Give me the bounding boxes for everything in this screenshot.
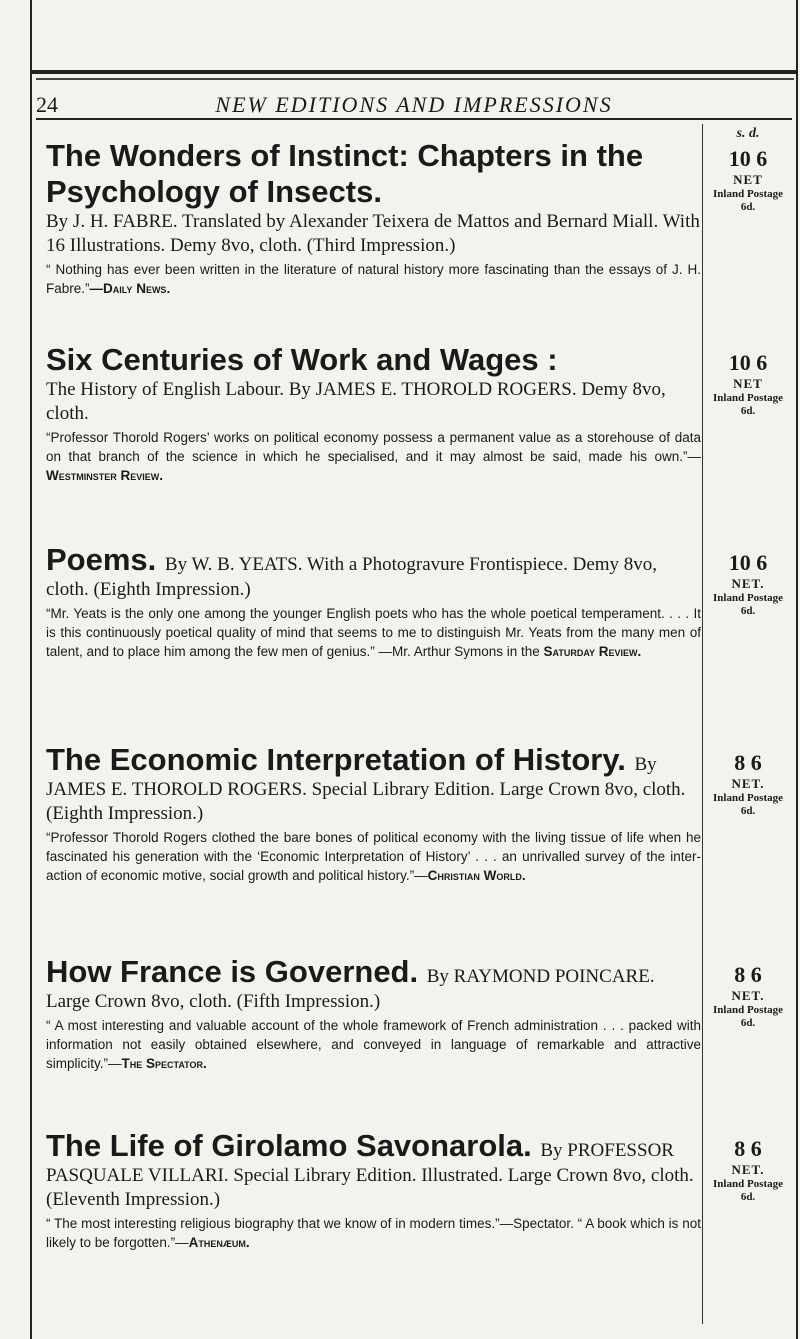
book-entry: [46, 954, 701, 1073]
postage-note: Inland Postage 6d.: [713, 592, 783, 617]
review-quote: “ The most interesting religious biography that we know of in modern times.”—Spectator. “ A book which is not likely to be forgotten.”—Athenæum.: [46, 1216, 701, 1250]
review-source: Saturday Review.: [543, 644, 642, 659]
price-amount: 8 6: [734, 962, 762, 987]
book-entry: [46, 742, 701, 885]
top-rule: [30, 70, 796, 74]
book-price: [708, 550, 788, 618]
book-byline: By W. B. YEATS. With a Photogravure Frontispiece. Demy 8vo, cloth. (Eighth Impression.): [46, 554, 658, 600]
postage-note: Inland Postage 6d.: [713, 792, 783, 817]
net-label: NET.: [731, 1162, 765, 1177]
book-price: [708, 1136, 788, 1204]
book-byline: By PROFESSOR PASQUALE VILLARI. Special Library Edition. Illustrated. Large Crown 8vo, cloth. (Eleventh Impression.): [46, 1140, 694, 1210]
price-amount: 8 6: [734, 1136, 762, 1161]
book-title: Six Centuries of Work and Wages :: [46, 342, 558, 377]
book-entry: [46, 138, 701, 298]
review-source: Christian World.: [427, 868, 526, 883]
book-price: [708, 962, 788, 1030]
book-title: The Economic Interpretation of History.: [46, 742, 635, 777]
book-entry: [46, 542, 701, 661]
book-price: [708, 750, 788, 818]
review-quote: “ Nothing has ever been written in the literature of natural history more fascinating than the essays of J. H. Fabre.”—Daily News.: [46, 262, 701, 296]
page-number: 24: [36, 92, 58, 117]
page-header: [36, 86, 792, 122]
review-source: —Daily News.: [89, 281, 171, 296]
book-entry: [46, 342, 701, 485]
top-rule-thin: [36, 78, 794, 80]
book-byline: The History of English Labour. By JAMES E. THOROLD ROGERS. Demy 8vo, cloth.: [46, 379, 666, 424]
book-title: The Life of Girolamo Savonarola.: [46, 1128, 541, 1163]
price-amount: 10 6: [728, 350, 768, 375]
catalogue-content: [36, 124, 792, 1324]
price-amount: 8 6: [734, 750, 762, 775]
book-byline: By JAMES E. THOROLD ROGERS. Special Library Edition. Large Crown 8vo, cloth. (Eighth Impression.): [46, 754, 686, 824]
running-title: NEW EDITIONS AND IMPRESSIONS: [215, 92, 613, 117]
book-title: Poems.: [46, 542, 165, 577]
review-quote: “Mr. Yeats is the only one among the younger English poets who has the whole poetical temperament. . . . It is this continuously poetical quality of mind that seems to me to distinguish Mr. Yeats from the many men of talent, and to place him among the few men of genius.” —Mr. Arthur Symons in the Saturday Review.: [46, 606, 701, 659]
net-label: NET.: [731, 576, 765, 591]
review-source: Westminster Review.: [46, 468, 163, 483]
book-title: How France is Governed.: [46, 954, 427, 989]
net-label: NET.: [731, 776, 765, 791]
review-source: The Spectator.: [121, 1056, 207, 1071]
book-price: [708, 146, 788, 214]
postage-note: Inland Postage 6d.: [713, 392, 783, 417]
review-quote: “Professor Thorold Rogers’ works on political economy possess a permanent value as a storehouse of data on that branch of the science in which he specialised, and it may almost be said, made his own.”—Westminster Review.: [46, 430, 701, 483]
price-amount: 10 6: [728, 146, 768, 171]
price-amount: 10 6: [728, 550, 768, 575]
book-byline: By RAYMOND POINCARE. Large Crown 8vo, cloth. (Fifth Impression.): [46, 966, 655, 1012]
review-quote: “ A most interesting and valuable account of the whole framework of French administration . . . packed with information not easily obtained elsewhere, and conveyed in language of remarkable and attractive simplicity.”—The Spectator.: [46, 1018, 701, 1071]
net-label: NET: [733, 376, 763, 391]
book-byline: By J. H. FABRE. Translated by Alexander Teixera de Mattos and Bernard Miall. With 16 Illustrations. Demy 8vo, cloth. (Third Impression.): [46, 211, 700, 256]
review-source: Athenæum.: [188, 1235, 250, 1250]
price-column-header: s. d.: [736, 126, 760, 141]
book-entry: [46, 1128, 701, 1252]
net-label: NET: [733, 172, 763, 187]
postage-note: Inland Postage 6d.: [713, 188, 783, 213]
price-column-divider: [702, 124, 703, 1324]
net-label: NET.: [731, 988, 765, 1003]
postage-note: Inland Postage 6d.: [713, 1004, 783, 1029]
review-quote: “Professor Thorold Rogers clothed the bare bones of political economy with the living tissue of life when he fascinated his generation with the ‘Economic Interpretation of History’ . . . an unrivalled survey of the inter-action of economic motive, social growth and political history.”—Christian World.: [46, 830, 701, 883]
header-rule: [36, 118, 792, 120]
book-title: The Wonders of Instinct: Chapters in the Psychology of Insects.: [46, 138, 644, 209]
book-price: [708, 350, 788, 418]
postage-note: Inland Postage 6d.: [713, 1178, 783, 1203]
